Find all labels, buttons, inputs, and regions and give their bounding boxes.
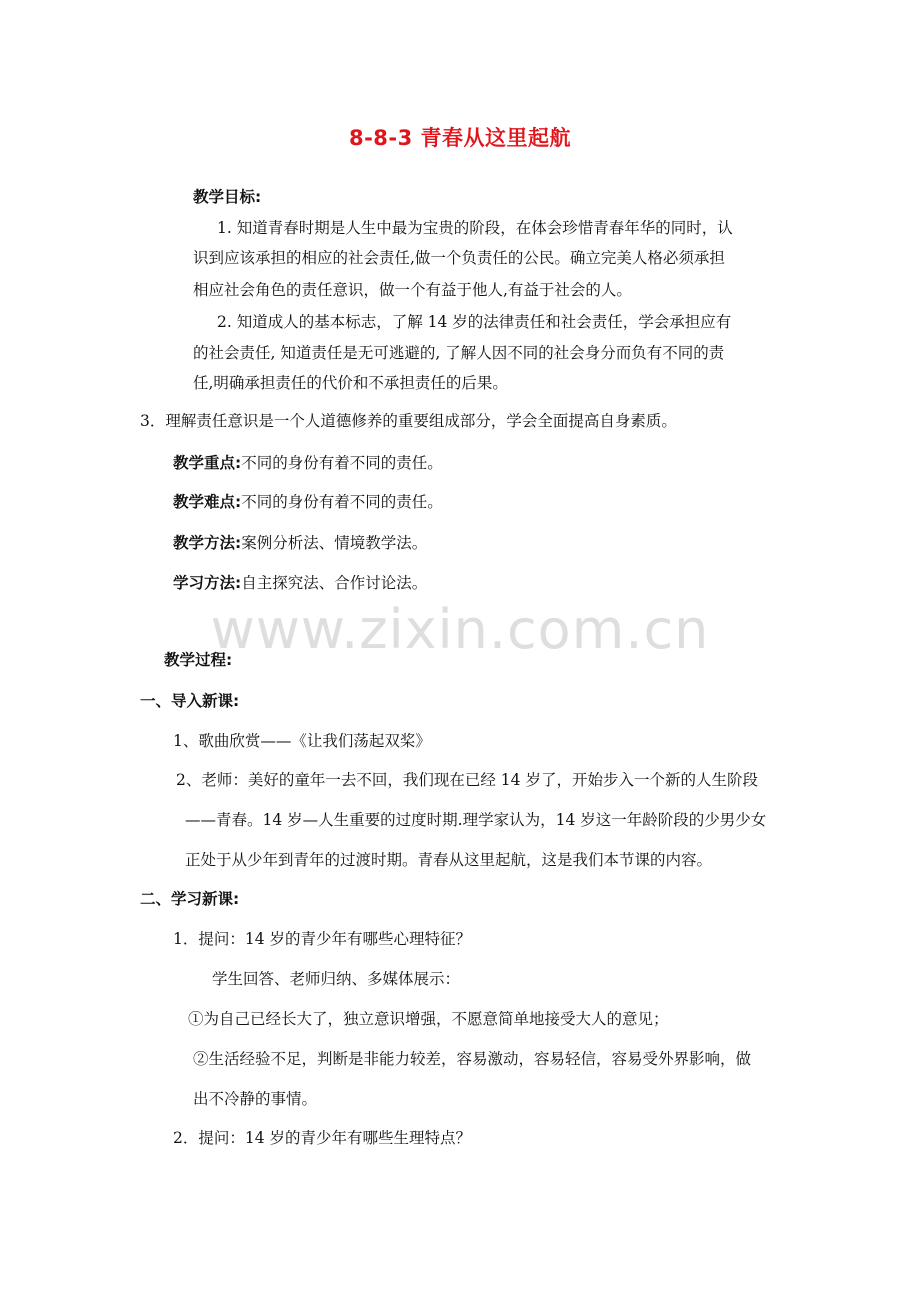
goal-2-line-2: 的社会责任, 知道责任是无可逃避的, 了解人因不同的社会身分而负有不同的责 <box>193 344 725 362</box>
goals-heading: 教学目标: <box>193 188 262 206</box>
goal-3: 3．理解责任意识是一个人道德修养的重要组成部分，学会全面提高自身素质。 <box>140 412 677 430</box>
goal-2-line-1: 2. 知道成人的基本标志，了解 14 岁的法律责任和社会责任，学会承担应有 <box>217 313 732 331</box>
document-title: 8-8-3 青春从这里起航 <box>348 126 572 150</box>
section-2-heading: 二、学习新课: <box>140 890 240 908</box>
goal-1-line-2: 识到应该承担的相应的社会责任,做一个负责任的公民。确立完美人格必须承担 <box>193 249 725 267</box>
question-1: 1．提问：14 岁的青少年有哪些心理特征？ <box>173 930 472 948</box>
study-method-label: 学习方法: <box>173 574 242 592</box>
difficulty-value: 不同的身份有着不同的责任。 <box>241 493 443 511</box>
key-point-row <box>173 453 443 473</box>
process-heading: 教学过程: <box>164 651 233 669</box>
goal-1-line-1: 1. 知道青春时期是人生中最为宝贵的阶段，在体会珍惜青春年华的同时，认 <box>217 219 733 237</box>
teaching-method-value: 案例分析法、情境教学法。 <box>241 534 428 552</box>
goal-2-line-3: 任,明确承担责任的代价和不承担责任的后果。 <box>193 374 508 392</box>
question-2: 2．提问：14 岁的青少年有哪些生理特点？ <box>173 1129 472 1147</box>
section-1-item-2-line-2: ——青春。14 岁—人生重要的过度时期.理学家认为，14 岁这一年龄阶段的少男少女 <box>185 811 767 829</box>
study-method-value: 自主探究法、合作讨论法。 <box>241 574 428 592</box>
section-1-item-1: 1、歌曲欣赏——《让我们荡起双桨》 <box>173 732 431 750</box>
section-1-item-2-line-3: 正处于从少年到青年的过渡时期。青春从这里起航，这是我们本节课的内容。 <box>185 851 713 869</box>
key-point-label: 教学重点: <box>173 454 242 472</box>
difficulty-row <box>173 492 443 512</box>
section-1-item-2-line-1: 2、老师：美好的童年一去不回，我们现在已经 14 岁了，开始步入一个新的人生阶段 <box>176 771 758 789</box>
study-method-row <box>173 573 427 593</box>
question-1-subtext: 学生回答、老师归纳、多媒体展示： <box>212 970 461 988</box>
key-point-value: 不同的身份有着不同的责任。 <box>241 454 443 472</box>
question-1-answer-2-line-1: ②生活经验不足，判断是非能力较差，容易激动，容易轻信，容易受外界影响，做 <box>193 1050 752 1068</box>
watermark: www.zixin.com.cn <box>210 598 710 661</box>
teaching-method-label: 教学方法: <box>173 534 242 552</box>
difficulty-label: 教学难点: <box>173 493 242 511</box>
question-1-answer-2-line-2: 出不冷静的事情。 <box>193 1090 318 1108</box>
question-1-answer-1: ①为自己已经长大了，独立意识增强，不愿意简单地接受大人的意见； <box>188 1010 669 1028</box>
section-1-heading: 一、导入新课: <box>140 692 240 710</box>
goal-1-line-3: 相应社会角色的责任意识，做一个有益于他人,有益于社会的人。 <box>193 281 632 299</box>
teaching-method-row <box>173 533 427 553</box>
